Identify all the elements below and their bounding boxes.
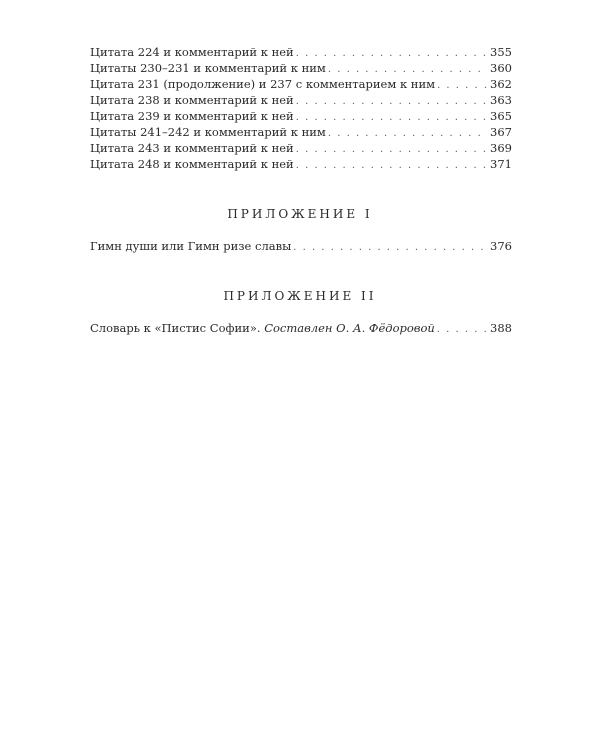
appendix-2-list — [90, 320, 512, 336]
toc-entry — [90, 238, 512, 254]
toc-leader-dots — [293, 240, 488, 256]
toc-entry-page: 369 — [490, 141, 512, 155]
toc-entry-title-main: Словарь к «Пистис Софии». — [90, 321, 261, 335]
appendix-1-list — [90, 238, 512, 254]
appendix-2-heading: ПРИЛОЖЕНИЕ II — [223, 289, 377, 303]
toc-entry-title: Цитата 248 и комментарий к ней — [90, 157, 294, 171]
toc-entry-page: 365 — [490, 109, 512, 123]
toc-entry-title: Цитаты 230–231 и комментарий к ним — [90, 61, 326, 75]
toc-entry-title-author: Составлен О. А. Фёдоровой — [264, 321, 435, 335]
toc-entry — [90, 320, 512, 336]
toc-entry — [90, 60, 512, 76]
toc-leader-dots — [296, 142, 488, 158]
toc-entry — [90, 108, 512, 124]
toc-entry — [90, 124, 512, 140]
toc-entry — [90, 140, 512, 156]
toc-entry-title: Цитата 231 (продолжение) и 237 с комментарием к ним — [90, 77, 436, 91]
toc-entry — [90, 76, 512, 92]
toc-leader-dots — [328, 126, 488, 142]
toc-leader-dots — [296, 158, 488, 174]
toc-entry-title: Цитата 239 и комментарий к ней — [90, 109, 294, 123]
toc-entry-title — [90, 320, 437, 336]
toc-leader-dots — [437, 322, 488, 338]
toc-leader-dots — [437, 78, 488, 94]
toc-entry-title: Гимн души или Гимн ризе славы — [90, 239, 292, 253]
toc-entry-page: 355 — [490, 45, 512, 59]
toc-entry — [90, 44, 512, 60]
toc-entry-page: 363 — [490, 93, 512, 107]
toc-leader-dots — [296, 94, 488, 110]
toc-entry-title: Цитата 243 и комментарий к ней — [90, 141, 294, 155]
toc-entry — [90, 156, 512, 172]
toc-entry-page: 362 — [490, 77, 512, 91]
toc-entry-page: 367 — [490, 125, 512, 139]
toc-entry-title: Цитата 224 и комментарий к ней — [90, 45, 294, 59]
toc-entry-title: Цитата 238 и комментарий к ней — [90, 93, 294, 107]
toc-main-list — [90, 44, 512, 172]
toc-entry-page: 388 — [490, 321, 512, 335]
toc-entry-page: 360 — [490, 61, 512, 75]
toc-entry-title: Цитаты 241–242 и комментарий к ним — [90, 125, 326, 139]
toc-entry — [90, 92, 512, 108]
appendix-1-heading: ПРИЛОЖЕНИЕ I — [227, 207, 373, 221]
toc-entry-page: 371 — [490, 157, 512, 171]
toc-entry-page: 376 — [490, 239, 512, 253]
